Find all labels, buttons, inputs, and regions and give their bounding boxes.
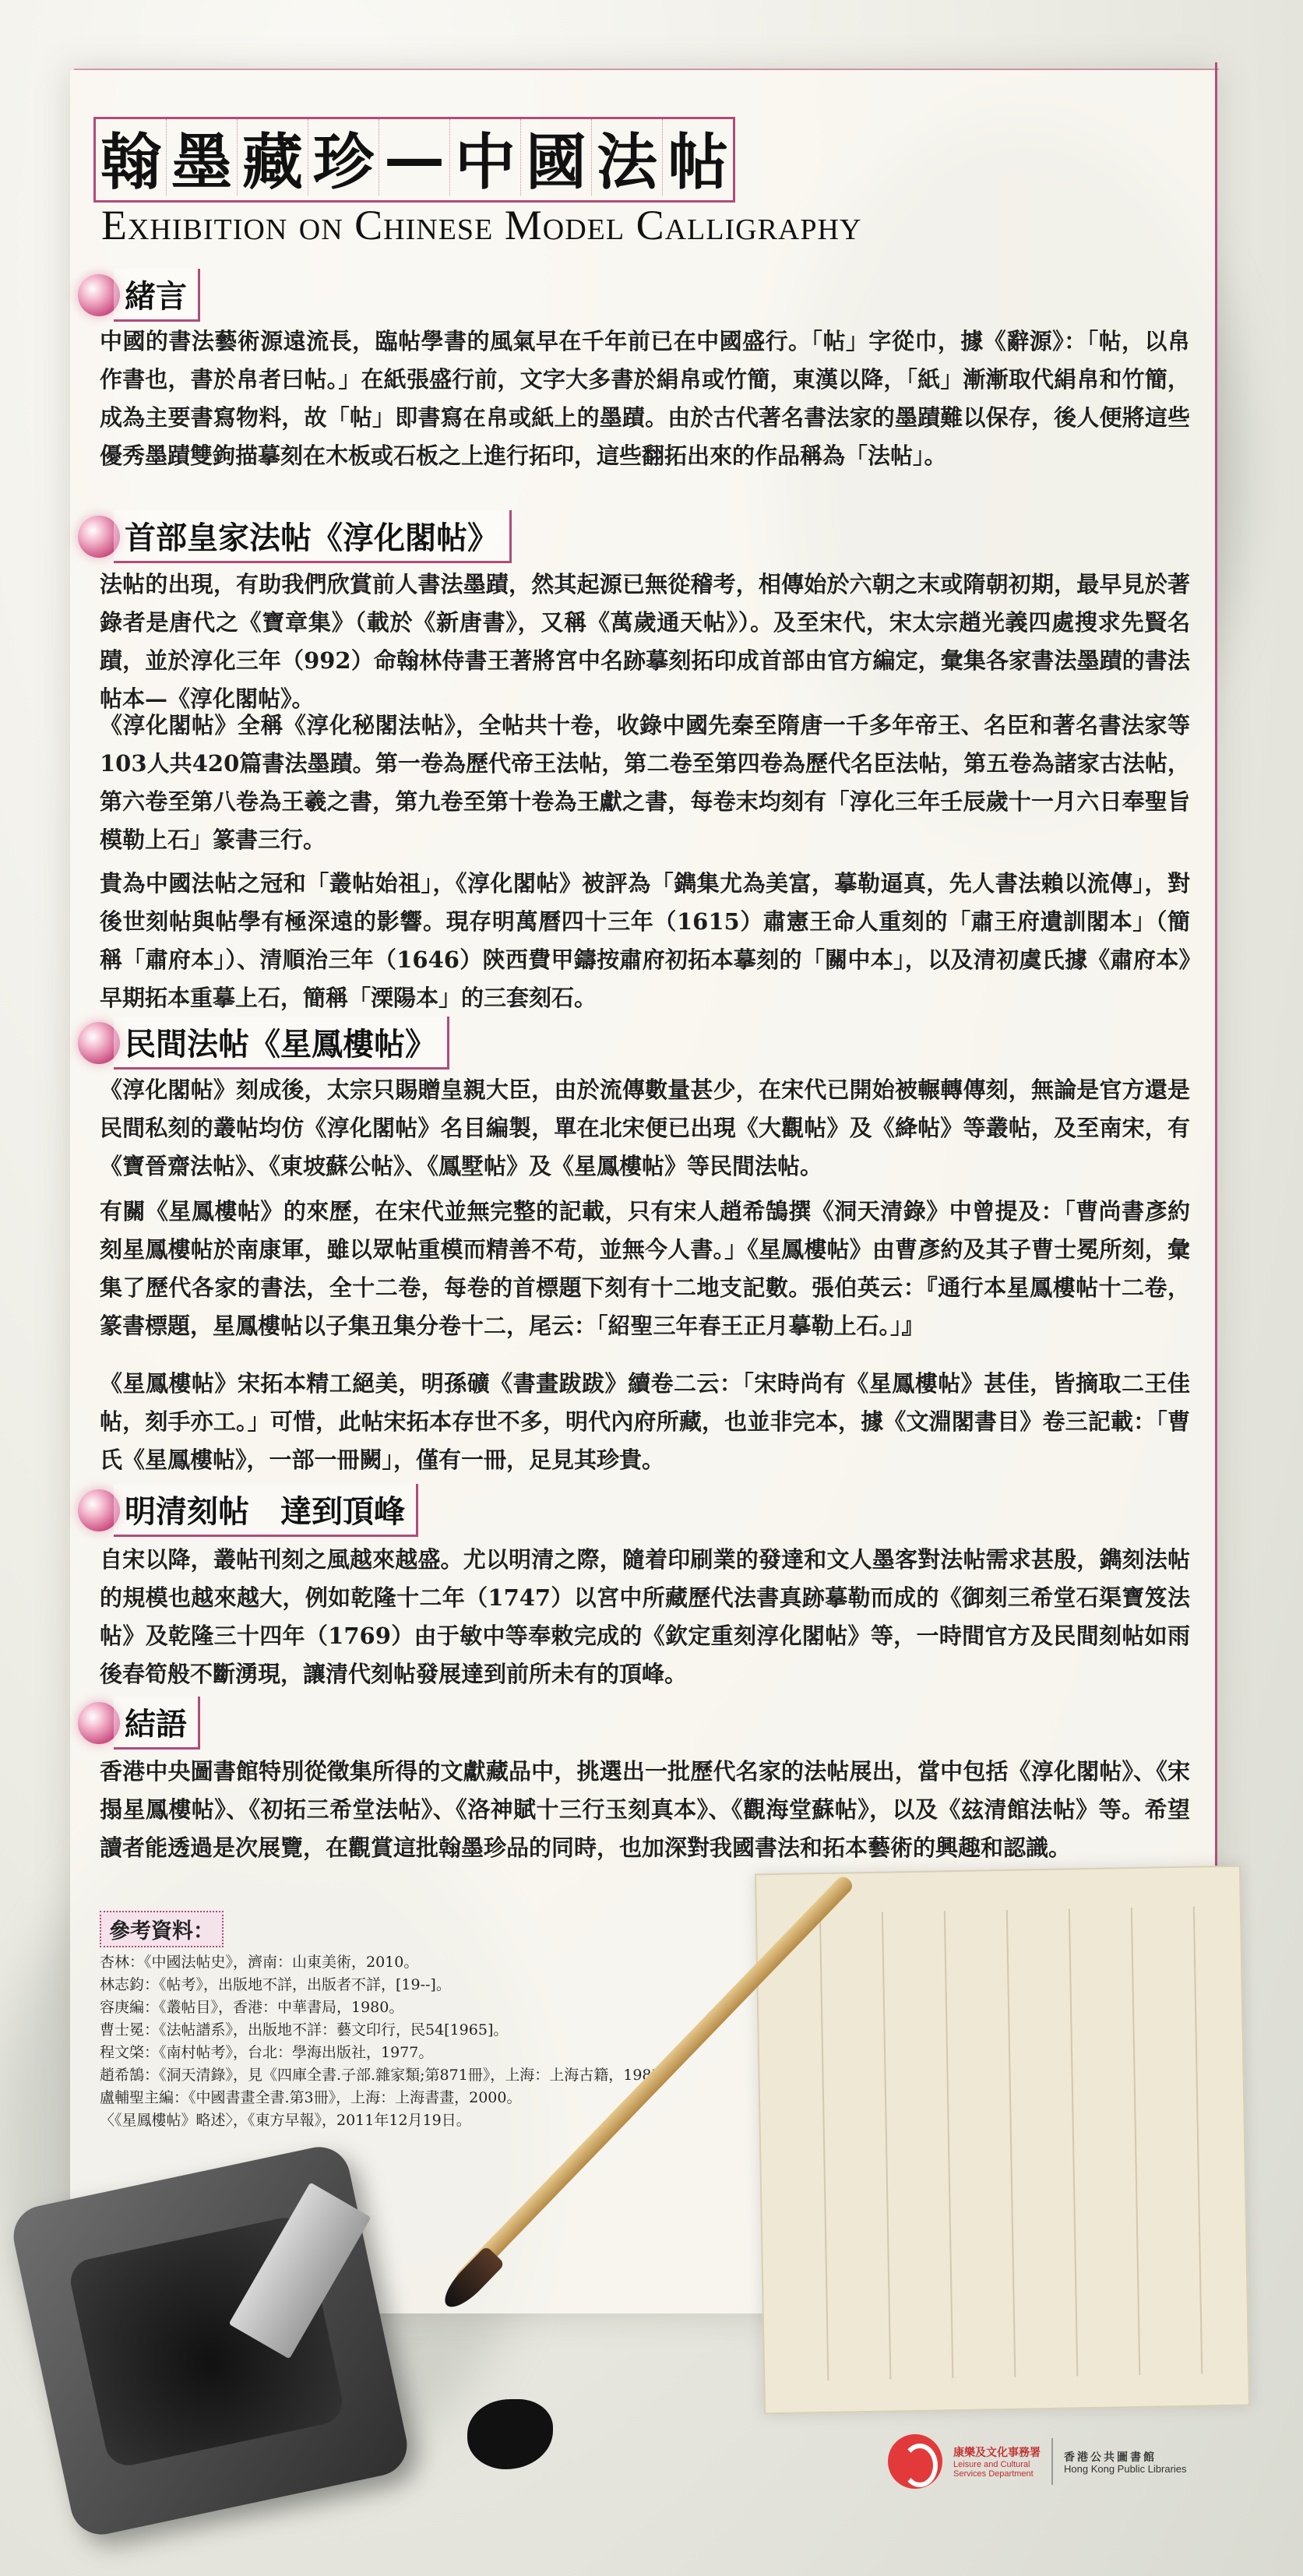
manuscript-illustration <box>755 1866 1250 2415</box>
section-heading-conclusion <box>78 1697 200 1750</box>
paragraph: 法帖的出現，有助我們欣賞前人書法墨蹟，然其起源已無從稽考，相傳始於六朝之末或隋朝初期，最早見於著錄者是唐代之《寶章集》（載於《新唐書》，又稱《萬歲通天帖》）。及至宋代，宋太宗趙光義四處搜求先賢名蹟，並於淳化三年（992）命翰林侍書王著將宮中名跡摹刻拓印成首部由官方編定，彙集各家書法墨蹟的書法帖本—《淳化閣帖》。 <box>100 571 1190 712</box>
lcsd-name <box>953 2444 1041 2479</box>
section-title: 結語 <box>114 1697 200 1750</box>
section-heading-chunhua <box>78 510 512 563</box>
title-char: 珍 <box>308 119 379 196</box>
reference-item: 容庚編：《叢帖目》，香港：中華書局，1980。 <box>100 1999 404 2016</box>
logo-divider <box>1051 2438 1053 2485</box>
paragraph: 《淳化閣帖》刻成後，太宗只賜贈皇親大臣，由於流傳數量甚少，在宋代已開始被輾轉傳刻，無論是官方還是民間私刻的叢帖均仿《淳化閣帖》名目編製，單在北宋便已出現《大觀帖》及《絳帖》等叢帖，及至南宋，有《寶晉齋法帖》、《東坡蘇公帖》、《鳳墅帖》及《星鳳樓帖》等民間法帖。 <box>100 1077 1190 1179</box>
section-heading-xingfenglou <box>78 1017 449 1070</box>
ink-splash-illustration <box>467 2399 553 2469</box>
inkstone-illustration <box>8 2141 413 2540</box>
paper-border-top <box>74 69 1219 70</box>
reference-item: 趙希鵠：《洞天清錄》，見《四庫全書.子部.雜家類;第871冊》，上海：上海古籍，1987。 <box>100 2067 676 2084</box>
lcsd-logo-icon <box>888 2434 942 2489</box>
lcsd-name-en-line: Leisure and Cultural <box>953 2460 1030 2469</box>
paragraph: 《淳化閣帖》全稱《淳化秘閣法帖》，全帖共十卷，收錄中國先秦至隋唐一千多年帝王、名臣和著名書法家等103人共420篇書法墨蹟。第一卷為歷代帝王法帖，第二卷至第四卷為歷代名臣法帖，第五卷為諸家古法帖，第六卷至第八卷為王羲之書，第九卷至第十卷為王獻之書，每卷末均刻有「淳化三年壬辰歲十一月六日奉聖旨模勒上石」篆書三行。 <box>100 712 1190 853</box>
paragraph: 香港中央圖書館特別從徵集所得的文獻藏品中，挑選出一批歷代名家的法帖展出，當中包括《淳化閣帖》、《宋搨星鳳樓帖》、《初拓三希堂法帖》、《洛神賦十三行玉刻真本》、《觀海堂蘇帖》，以及《玆清館法帖》等。希望讀者能透過是次展覽，在觀賞這批翰墨珍品的同時，也加深對我國書法和拓本藝術的興趣和認識。 <box>100 1758 1190 1861</box>
paragraph: 自宋以降，叢帖刊刻之風越來越盛。尤以明清之際，隨着印刷業的發達和文人墨客對法帖需求甚殷，鐫刻法帖的規模也越來越大，例如乾隆十二年（1747）以宮中所藏歷代法書真跡摹勒而成的《御刻三希堂石渠寶笈法帖》及乾隆三十四年（1769）由于敏中等奉敕完成的《欽定重刻淳化閣帖》等，一時間官方及民間刻帖如雨後春筍般不斷湧現，讓清代刻帖發展達到前所未有的頂峰。 <box>100 1546 1190 1687</box>
section-title: 緒言 <box>114 269 200 322</box>
page-title <box>93 117 735 203</box>
title-char: 法 <box>592 119 663 196</box>
section-heading-ming-qing <box>78 1484 418 1537</box>
section-title: 民間法帖《星鳳樓帖》 <box>114 1017 449 1070</box>
title-char: 墨 <box>167 119 238 196</box>
section-title: 明清刻帖 達到頂峰 <box>114 1484 418 1537</box>
reference-item: 盧輔聖主編：《中國書畫全書.第3冊》，上海：上海書畫，2000。 <box>100 2089 522 2106</box>
reference-item: 程文棨：《南村帖考》，台北：學海出版社，1977。 <box>100 2044 434 2061</box>
title-char: 藏 <box>238 119 308 196</box>
references-list <box>100 1951 676 2132</box>
reference-item: 〈《星鳳樓帖》略述〉，《東方早報》，2011年12月19日。 <box>100 2112 471 2129</box>
section-heading-introduction <box>78 269 200 322</box>
reference-item: 曹士冕：《法帖譜系》，出版地不詳：藝文印行，民54[1965]。 <box>100 2021 509 2039</box>
lcsd-name-en-line: Services Department <box>953 2469 1034 2479</box>
paragraph: 貴為中國法帖之冠和「叢帖始祖」，《淳化閣帖》被評為「鐫集尤為美富，摹勒逼真，先人書法賴以流傳」，對後世刻帖與帖學有極深遠的影響。現存明萬曆四十三年（1615）肅憲王命人重刻的「肅王府遺訓閣本」（簡稱「肅府本」）、清順治三年（1646）陝西費甲鑄按肅府初拓本摹刻的「關中本」，以及清初虞氏據《肅府本》早期拓本重摹上石，簡稱「溧陽本」的三套刻石。 <box>100 870 1190 1011</box>
title-char: 國 <box>521 119 592 196</box>
references-heading: 參考資料： <box>100 1911 224 1947</box>
title-char: 翰 <box>96 119 167 196</box>
hkpl-name <box>1064 2449 1187 2474</box>
title-char: 中 <box>450 119 521 196</box>
paragraph: 有關《星鳳樓帖》的來歷，在宋代並無完整的記載，只有宋人趙希鵠撰《洞天清錄》中曾提及：「曹尚書彥約刻星鳳樓帖於南康軍，雖以眾帖重模而精善不苟，並無今人書。」《星鳳樓帖》由曹彥約及其子曹士冕所刻，彙集了歷代各家的書法，全十二卷，每卷的首標題下刻有十二地支記數。張伯英云：『通行本星鳳樓帖十二卷，篆書標題，星鳳樓帖以子集丑集分卷十二，尾云：「紹聖三年春王正月摹勒上石。」』 <box>100 1198 1190 1339</box>
reference-item: 杏林：《中國法帖史》，濟南：山東美術，2010。 <box>100 1954 419 1971</box>
reference-item: 林志鈞：《帖考》，出版地不詳，出版者不詳，[19--]。 <box>100 1976 451 1993</box>
paper-border-right <box>1215 62 1217 2025</box>
hkpl-name-en: Hong Kong Public Libraries <box>1064 2463 1187 2475</box>
footer-logos <box>888 2434 1187 2489</box>
section-title: 首部皇家法帖《淳化閣帖》 <box>114 510 512 563</box>
paragraph: 中國的書法藝術源遠流長，臨帖學書的風氣早在千年前已在中國盛行。「帖」字從巾，據《辭源》：「帖，以帛作書也，書於帛者曰帖。」在紙張盛行前，文字大多書於絹帛或竹簡，東漢以降，「紙」漸漸取代絹帛和竹簡，成為主要書寫物料，故「帖」即書寫在帛或紙上的墨蹟。由於古代著名書法家的墨蹟難以保存，後人便將這些優秀墨蹟雙鉤描摹刻在木板或石板之上進行拓印，這些翻拓出來的作品稱為「法帖」。 <box>100 328 1190 469</box>
lcsd-name-zh: 康樂及文化事務署 <box>953 2446 1041 2458</box>
title-char: — <box>379 119 450 196</box>
title-char: 帖 <box>667 127 728 198</box>
hkpl-name-zh: 香港公共圖書館 <box>1064 2451 1157 2463</box>
paragraph: 《星鳳樓帖》宋拓本精工絕美，明孫礦《書畫跋跋》續卷二云：「宋時尚有《星鳳樓帖》甚佳，皆摘取二王佳帖，刻手亦工。」可惜，此帖宋拓本存世不多，明代內府所藏，也並非完本，據《文淵閣書目》卷三記載：「曹氏《星鳳樓帖》，一部一冊闕」，僅有一冊，足見其珍貴。 <box>100 1370 1190 1473</box>
page-subtitle-english: Exhibition on Chinese Model Calligraphy <box>101 202 862 248</box>
